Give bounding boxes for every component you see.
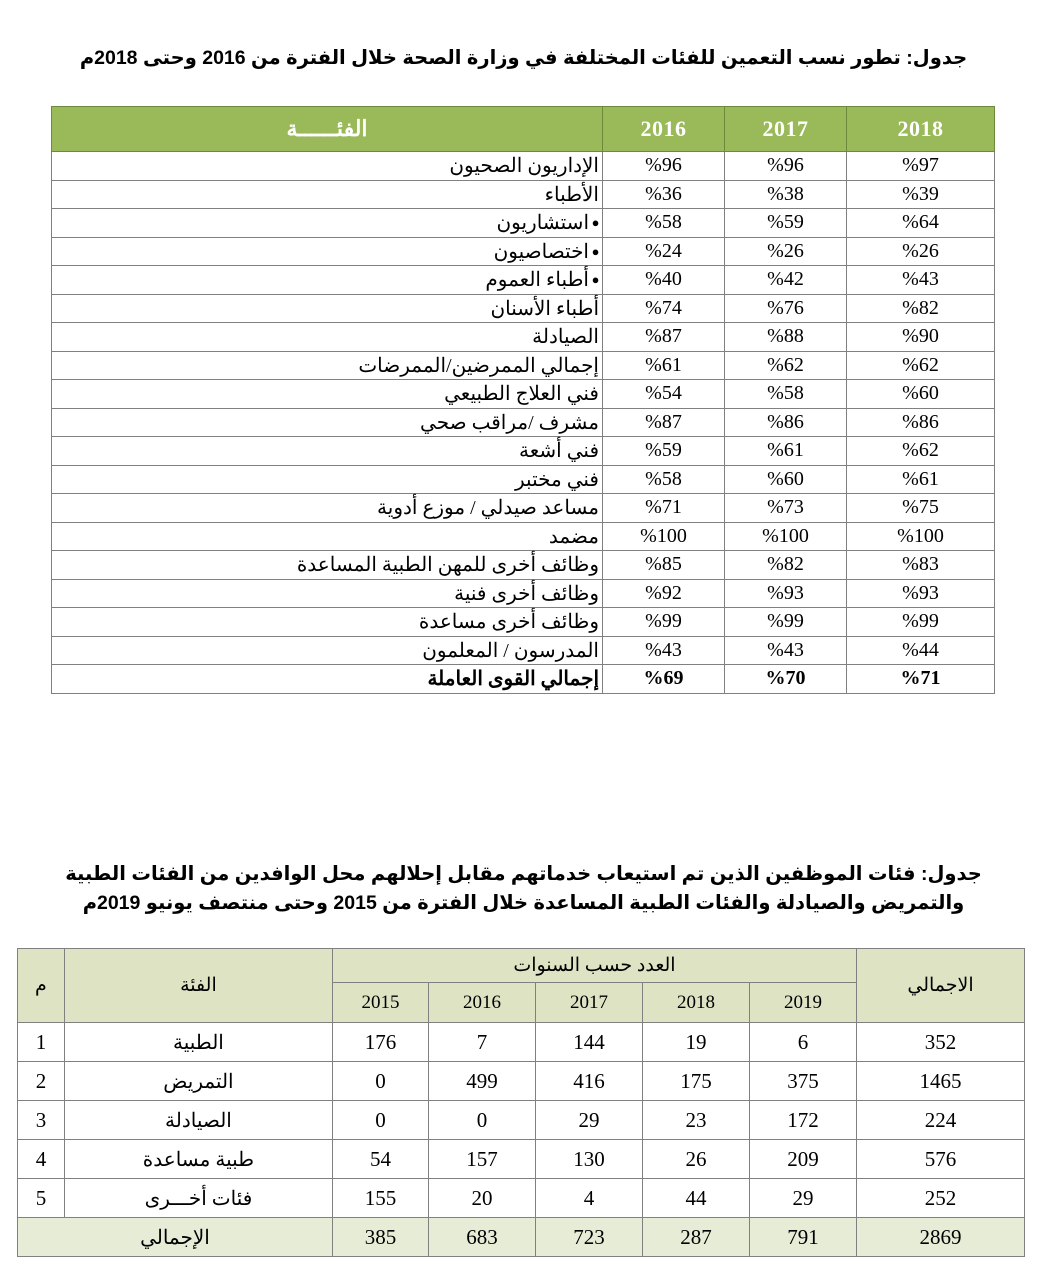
cell-year-2018: %100 <box>847 522 995 551</box>
cell-year-2016: %87 <box>603 323 725 352</box>
cell-year-2016: %61 <box>603 351 725 380</box>
table1-header-row <box>52 107 995 152</box>
table-row <box>52 351 995 380</box>
total-cell-y2017: 723 <box>536 1218 643 1257</box>
cell-y2015: 176 <box>332 1023 428 1062</box>
cell-y2017: 416 <box>536 1062 643 1101</box>
cell-year-2017: %70 <box>725 665 847 694</box>
table1-body <box>52 152 995 694</box>
cell-y2015: 0 <box>332 1101 428 1140</box>
table2-year-2018: 2018 <box>643 983 750 1023</box>
cell-year-2017: %43 <box>725 636 847 665</box>
cell-y2018: 26 <box>643 1140 750 1179</box>
cell-y2019: 375 <box>750 1062 857 1101</box>
table-row <box>52 408 995 437</box>
category-label: وظائف أخرى فنية <box>454 582 599 605</box>
category-label: المدرسون / المعلمون <box>422 639 599 662</box>
cell-year-2016: %85 <box>603 551 725 580</box>
table1-col-2017: 2017 <box>725 107 847 152</box>
table-row <box>52 636 995 665</box>
cell-year-2018: %61 <box>847 465 995 494</box>
category-label: استشاريون <box>496 212 589 235</box>
replacement-counts-table <box>17 948 1025 1257</box>
total-cell-y2018: 287 <box>643 1218 750 1257</box>
cell-year-2017: %59 <box>725 209 847 238</box>
cell-category <box>52 180 603 209</box>
cell-year-2017: %38 <box>725 180 847 209</box>
table2-col-years-group: العدد حسب السنوات <box>332 949 856 983</box>
category-label: الأطباء <box>544 183 599 206</box>
table-row <box>52 665 995 694</box>
cell-year-2018: %93 <box>847 579 995 608</box>
table2-header <box>17 949 1024 1023</box>
cell-y2016: 157 <box>429 1140 536 1179</box>
cell-year-2017: %100 <box>725 522 847 551</box>
cell-year-2017: %42 <box>725 266 847 295</box>
cell-category <box>52 408 603 437</box>
omanization-rates-table-container <box>52 106 995 694</box>
cell-category <box>52 237 603 266</box>
cell-category: الصيادلة <box>64 1101 332 1140</box>
cell-category <box>52 152 603 181</box>
omanization-rates-table <box>51 106 995 694</box>
cell-y2016: 0 <box>429 1101 536 1140</box>
table2-body <box>17 1023 1024 1257</box>
cell-category <box>52 323 603 352</box>
cell-year-2017: %88 <box>725 323 847 352</box>
cell-index: 3 <box>17 1101 64 1140</box>
table-row <box>17 1179 1024 1218</box>
cell-year-2017: %99 <box>725 608 847 637</box>
cell-y2017: 144 <box>536 1023 643 1062</box>
cell-year-2017: %93 <box>725 579 847 608</box>
cell-year-2016: %69 <box>603 665 725 694</box>
cell-year-2018: %75 <box>847 494 995 523</box>
cell-category <box>52 579 603 608</box>
cell-year-2018: %44 <box>847 636 995 665</box>
cell-category <box>52 665 603 694</box>
cell-year-2017: %86 <box>725 408 847 437</box>
cell-y2017: 4 <box>536 1179 643 1218</box>
cell-category <box>52 294 603 323</box>
cell-year-2016: %40 <box>603 266 725 295</box>
cell-category <box>52 209 603 238</box>
cell-y2015: 155 <box>332 1179 428 1218</box>
cell-year-2016: %43 <box>603 636 725 665</box>
table-row <box>52 437 995 466</box>
table-row <box>17 1062 1024 1101</box>
table2-col-total: الاجمالي <box>857 949 1025 1023</box>
category-label: اختصاصيون <box>493 240 589 263</box>
category-label: وظائف أخرى مساعدة <box>418 611 599 634</box>
category-label: الإداريون الصحيون <box>449 155 599 178</box>
table2-col-index: م <box>17 949 64 1023</box>
bullet-icon: ● <box>591 215 600 231</box>
cell-y2018: 44 <box>643 1179 750 1218</box>
cell-year-2018: %86 <box>847 408 995 437</box>
total-cell-y2019: 791 <box>750 1218 857 1257</box>
table1-col-2018: 2018 <box>847 107 995 152</box>
table-row <box>52 579 995 608</box>
table2-year-2016: 2016 <box>429 983 536 1023</box>
total-cell-total: 2869 <box>857 1218 1025 1257</box>
cell-year-2016: %74 <box>603 294 725 323</box>
cell-year-2018: %26 <box>847 237 995 266</box>
table-row <box>52 323 995 352</box>
table-row <box>52 237 995 266</box>
total-label: الإجمالي <box>17 1218 332 1257</box>
table2-col-category: الفئة <box>64 949 332 1023</box>
table-row <box>52 465 995 494</box>
cell-y2016: 499 <box>429 1062 536 1101</box>
cell-category <box>52 608 603 637</box>
total-cell-y2015: 385 <box>332 1218 428 1257</box>
cell-year-2017: %73 <box>725 494 847 523</box>
cell-y2015: 54 <box>332 1140 428 1179</box>
category-label: أطباء الأسنان <box>490 297 599 320</box>
cell-year-2016: %71 <box>603 494 725 523</box>
cell-year-2018: %71 <box>847 665 995 694</box>
cell-total: 352 <box>857 1023 1025 1062</box>
cell-category <box>52 494 603 523</box>
cell-year-2018: %99 <box>847 608 995 637</box>
cell-category: الطبية <box>64 1023 332 1062</box>
category-label: إجمالي الممرضين/الممرضات <box>358 354 599 377</box>
cell-year-2017: %76 <box>725 294 847 323</box>
category-label: وظائف أخرى للمهن الطبية المساعدة <box>296 554 599 577</box>
table-row <box>52 180 995 209</box>
cell-category: طبية مساعدة <box>64 1140 332 1179</box>
cell-year-2016: %58 <box>603 209 725 238</box>
cell-year-2018: %62 <box>847 351 995 380</box>
cell-y2017: 130 <box>536 1140 643 1179</box>
category-label: فني العلاج الطبيعي <box>444 383 599 406</box>
cell-category <box>52 437 603 466</box>
table-row <box>52 494 995 523</box>
table-total-row <box>17 1218 1024 1257</box>
category-label: الصيادلة <box>532 326 599 349</box>
cell-year-2016: %36 <box>603 180 725 209</box>
category-label: فني مختبر <box>515 468 599 491</box>
bullet-icon: ● <box>591 272 600 288</box>
cell-year-2018: %62 <box>847 437 995 466</box>
cell-y2019: 6 <box>750 1023 857 1062</box>
cell-year-2016: %59 <box>603 437 725 466</box>
cell-year-2017: %26 <box>725 237 847 266</box>
cell-y2015: 0 <box>332 1062 428 1101</box>
cell-year-2018: %97 <box>847 152 995 181</box>
cell-year-2017: %58 <box>725 380 847 409</box>
cell-category <box>52 522 603 551</box>
cell-year-2016: %24 <box>603 237 725 266</box>
cell-year-2016: %54 <box>603 380 725 409</box>
cell-y2018: 175 <box>643 1062 750 1101</box>
cell-category <box>52 551 603 580</box>
total-cell-y2016: 683 <box>429 1218 536 1257</box>
cell-year-2017: %61 <box>725 437 847 466</box>
cell-year-2016: %96 <box>603 152 725 181</box>
cell-category: فئات أخـــرى <box>64 1179 332 1218</box>
cell-year-2016: %100 <box>603 522 725 551</box>
cell-index: 2 <box>17 1062 64 1101</box>
table-row <box>52 522 995 551</box>
cell-y2016: 7 <box>429 1023 536 1062</box>
category-label: إجمالي القوى العاملة <box>427 668 599 691</box>
category-label: أطباء العموم <box>485 269 589 292</box>
cell-year-2018: %39 <box>847 180 995 209</box>
cell-category <box>52 636 603 665</box>
table1-col-2016: 2016 <box>603 107 725 152</box>
table-row <box>17 1140 1024 1179</box>
table2-header-row-top <box>17 949 1024 983</box>
replacement-counts-table-container <box>18 948 1025 1257</box>
cell-year-2018: %82 <box>847 294 995 323</box>
cell-y2016: 20 <box>429 1179 536 1218</box>
cell-year-2016: %99 <box>603 608 725 637</box>
table-row <box>52 209 995 238</box>
table-row <box>52 608 995 637</box>
cell-category <box>52 465 603 494</box>
cell-year-2018: %60 <box>847 380 995 409</box>
cell-y2018: 19 <box>643 1023 750 1062</box>
table-row <box>52 294 995 323</box>
cell-year-2018: %64 <box>847 209 995 238</box>
cell-year-2016: %58 <box>603 465 725 494</box>
cell-index: 5 <box>17 1179 64 1218</box>
cell-year-2018: %43 <box>847 266 995 295</box>
table-row <box>17 1101 1024 1140</box>
table2-year-2019: 2019 <box>750 983 857 1023</box>
cell-total: 252 <box>857 1179 1025 1218</box>
cell-category <box>52 351 603 380</box>
table1-title: جدول: تطور نسب التعمين للفئات المختلفة في وزارة الصحة خلال الفترة من 2016 وحتى 2018م <box>79 47 968 69</box>
table2-title: جدول: فئات الموظفين الذين تم استيعاب خدماتهم مقابل إحلالهم محل الوافدين من الفئات الطبية والتمريض والصيادلة والفئات الطبية المساعدة خلال الفترة من 2015 وحتى منتصف يونيو 2019م <box>65 863 982 915</box>
cell-index: 4 <box>17 1140 64 1179</box>
cell-category <box>52 266 603 295</box>
table-row <box>52 380 995 409</box>
category-label: مشرف /مراقب صحي <box>420 411 599 434</box>
cell-year-2017: %62 <box>725 351 847 380</box>
cell-y2017: 29 <box>536 1101 643 1140</box>
cell-category <box>52 380 603 409</box>
cell-y2019: 209 <box>750 1140 857 1179</box>
table-row <box>52 266 995 295</box>
category-label: فني أشعة <box>519 440 599 463</box>
cell-year-2017: %96 <box>725 152 847 181</box>
cell-year-2017: %82 <box>725 551 847 580</box>
cell-year-2016: %92 <box>603 579 725 608</box>
cell-category: التمريض <box>64 1062 332 1101</box>
cell-y2018: 23 <box>643 1101 750 1140</box>
bullet-icon: ● <box>591 243 600 259</box>
category-label: مساعد صيدلي / موزع أدوية <box>377 497 599 520</box>
cell-year-2018: %90 <box>847 323 995 352</box>
cell-y2019: 172 <box>750 1101 857 1140</box>
cell-total: 1465 <box>857 1062 1025 1101</box>
cell-total: 224 <box>857 1101 1025 1140</box>
table2-year-2015: 2015 <box>332 983 428 1023</box>
cell-year-2017: %60 <box>725 465 847 494</box>
table1-col-category: الفئــــــة <box>52 107 603 152</box>
table-row <box>17 1023 1024 1062</box>
table-row <box>52 551 995 580</box>
cell-index: 1 <box>17 1023 64 1062</box>
category-label: مضمد <box>548 525 599 548</box>
cell-year-2018: %83 <box>847 551 995 580</box>
table-row <box>52 152 995 181</box>
table1-header <box>52 107 995 152</box>
cell-y2019: 29 <box>750 1179 857 1218</box>
table2-year-2017: 2017 <box>536 983 643 1023</box>
cell-total: 576 <box>857 1140 1025 1179</box>
cell-year-2016: %87 <box>603 408 725 437</box>
